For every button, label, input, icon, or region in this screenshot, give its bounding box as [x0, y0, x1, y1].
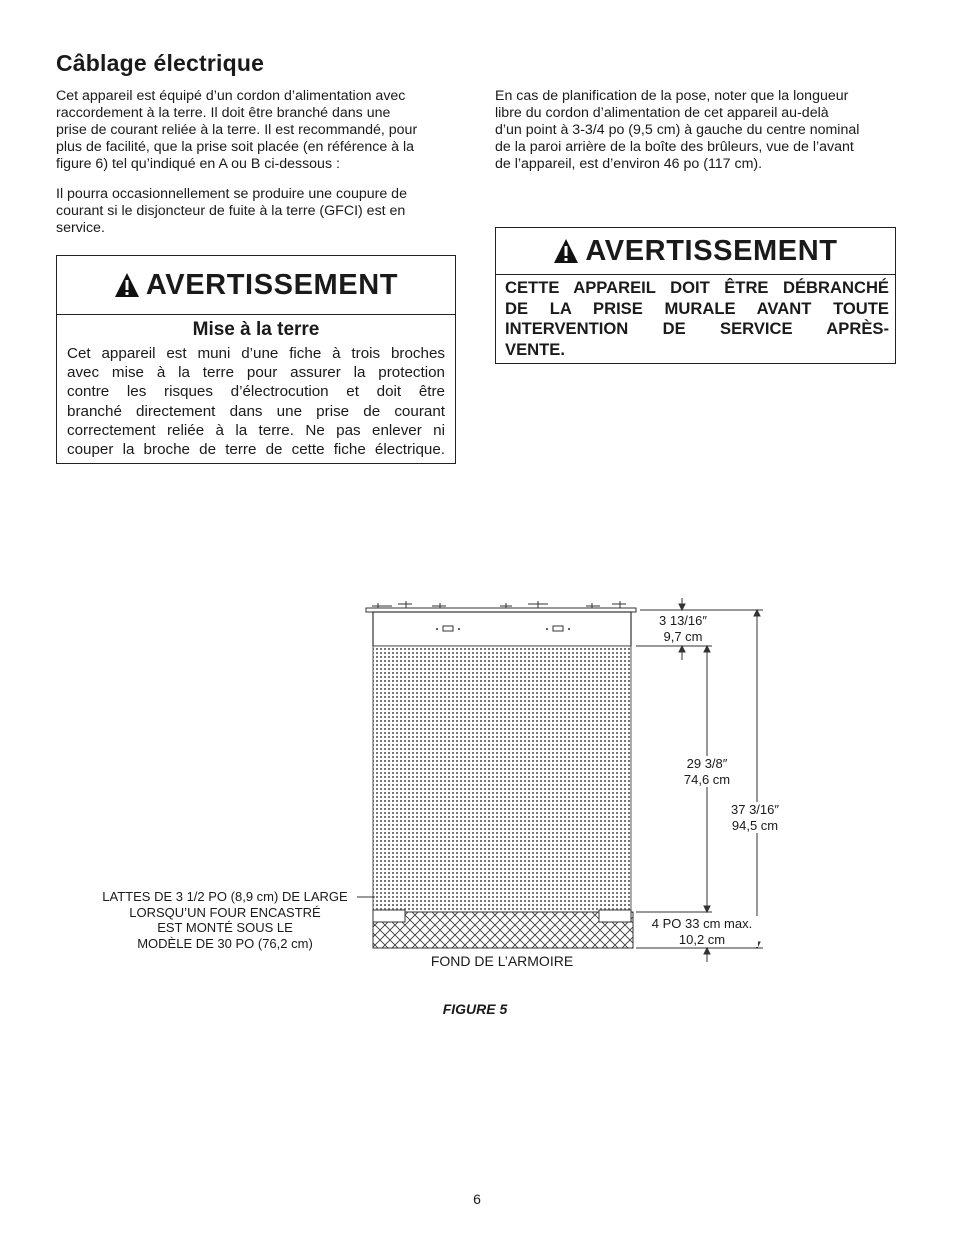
- left-paragraph-2: [56, 186, 466, 237]
- dim-mid-label: [672, 756, 742, 787]
- line: DE LA PRISE MURALE AVANT TOUTE: [505, 298, 889, 318]
- line: de l’appareil, est d’environ 46 po (117 cm).: [495, 156, 763, 172]
- cabinet-bottom-label: FOND DE L’ARMOIRE: [430, 953, 574, 969]
- cabinet-body: [373, 646, 631, 912]
- warning-body: [496, 275, 895, 360]
- warning-triangle-icon: [553, 238, 579, 264]
- line: MODÈLE DE 30 PO (76,2 cm): [137, 935, 313, 951]
- line: LATTES DE 3 1/2 PO (8,9 cm) DE LARGE: [102, 889, 348, 904]
- line: courant si le disjoncteur de fuite à la terre (GFCI) est en: [56, 203, 406, 219]
- left-paragraph-1: [56, 88, 466, 173]
- line: Cet appareil est équipé d’un cordon d’alimentation avec: [56, 88, 406, 104]
- dim-bottom-label: [646, 916, 758, 947]
- line: 29 3/8″: [686, 756, 728, 771]
- line: EST MONTÉ SOUS LE: [157, 920, 293, 935]
- dim-total-label: [720, 802, 790, 833]
- warning-heading: [57, 256, 455, 314]
- line: d’un point à 3-3/4 po (9,5 cm) à gauche du centre nominal: [495, 122, 860, 138]
- warning-body: [67, 344, 445, 459]
- line: LORSQU’UN FOUR ENCASTRÉ: [129, 904, 321, 920]
- line: avec mise à la terre pour assurer la protection: [67, 364, 445, 382]
- line: 3 13/16″: [659, 613, 707, 628]
- line: INTERVENTION DE SERVICE APRÈS-: [505, 319, 889, 338]
- line: 9,7 cm: [663, 628, 703, 644]
- warning-heading-text: AVERTISSEMENT: [585, 234, 838, 267]
- line: 74,6 cm: [683, 771, 731, 787]
- warning-heading-text: AVERTISSEMENT: [145, 268, 399, 301]
- line: libre du cordon d’alimentation de cet appareil au-delà: [495, 105, 829, 121]
- line: VENTE.: [505, 339, 565, 359]
- line: prise de courant reliée à la terre. Il est recommandé, pour: [56, 122, 418, 138]
- line: figure 6) tel qu’indiqué en A ou B ci-dessous :: [56, 156, 340, 172]
- dim-top-label: [648, 613, 718, 644]
- slat-left: [373, 910, 405, 922]
- line: raccordement à la terre. Il doit être branché dans une: [56, 105, 391, 121]
- line: 10,2 cm: [678, 931, 726, 947]
- section-title: Câblage électrique: [56, 50, 265, 76]
- warning-heading: [496, 228, 895, 274]
- line: contre les risques d’électrocution et doit être: [67, 383, 445, 401]
- line: CETTE APPAREIL DOIT ÊTRE DÉBRANCHÉ: [505, 278, 889, 297]
- warning-box-grounding: [56, 255, 456, 464]
- line: branché directement dans une prise de courant: [67, 402, 445, 420]
- slats-label: [88, 889, 362, 951]
- warning-subtitle: Mise à la terre: [192, 319, 320, 340]
- line: 4 PO 33 cm max.: [651, 916, 753, 931]
- line: 94,5 cm: [731, 817, 779, 833]
- figure-caption: FIGURE 5: [442, 1001, 508, 1017]
- line: 37 3/16″: [731, 802, 779, 817]
- line: service.: [56, 220, 105, 236]
- slat-right: [599, 910, 631, 922]
- warning-triangle-icon: [114, 272, 140, 298]
- cooktop-grates: [366, 601, 636, 612]
- line: de la paroi arrière de la boîte des brûleurs, vue de l’avant: [495, 139, 854, 155]
- line: correctement reliée à la terre. Ne pas enlever ni: [67, 421, 445, 439]
- warning-box-disconnect: [495, 227, 896, 364]
- line: couper la broche de terre de cette fiche électrique.: [67, 441, 445, 459]
- control-knobs: [436, 626, 570, 631]
- page-number: 6: [473, 1191, 481, 1207]
- line: En cas de planification de la pose, noter que la longueur: [495, 88, 849, 104]
- cabinet-bottom: [373, 912, 633, 948]
- line: Cet appareil est muni d’une fiche à trois broches: [67, 345, 445, 362]
- right-paragraph-1: [495, 88, 905, 173]
- burner-box: [373, 612, 631, 646]
- line: Il pourra occasionnellement se produire une coupure de: [56, 186, 407, 202]
- line: plus de facilité, que la prise soit placée (en référence à la: [56, 139, 415, 155]
